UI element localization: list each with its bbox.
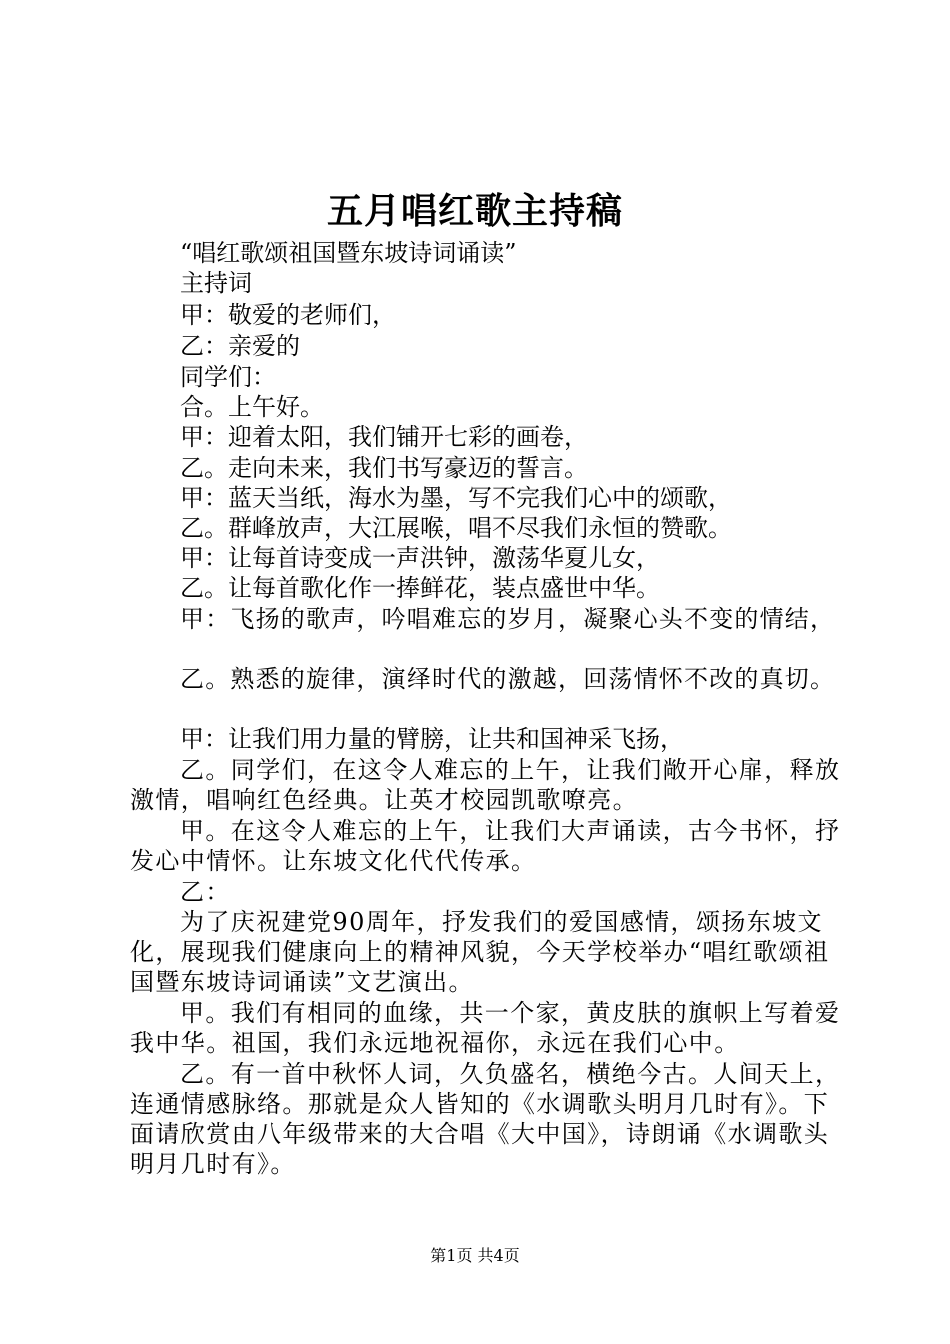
text-line: 乙。让每首歌化作一捧鲜花，装点盛世中华。 [180, 574, 660, 602]
text-line: 乙。熟悉的旋律，演绎时代的激越，回荡情怀不改的真切。 [180, 665, 836, 693]
text-line: 同学们： [180, 363, 276, 391]
paragraph: 乙。同学们，在这令人难忘的上午，让我们敞开心扉，释放激情，唱响红色经典。让英才校园凯歌嘹亮。 [130, 756, 841, 814]
paragraph: 甲。在这令人难忘的上午，让我们大声诵读，古今书怀，抒发心中情怀。让东坡文化代代传承。 [130, 817, 841, 875]
paragraph: 乙： [180, 878, 231, 906]
text-line: 甲：迎着太阳，我们铺开七彩的画卷， [180, 423, 588, 451]
text-line: 甲：让每首诗变成一声洪钟，激荡华夏儿女， [180, 544, 660, 572]
text-line: 甲：让我们用力量的臂膀，让共和国神采飞扬， [180, 725, 684, 753]
text-line: 乙。群峰放声，大江展喉，唱不尽我们永恒的赞歌。 [180, 514, 732, 542]
paragraph: 乙。有一首中秋怀人词，久负盛名，横绝今古。人间天上，连通情感脉络。那就是众人皆知的《水调歌头明月几时有》。下面请欣赏由八年级带来的大合唱《大中国》，诗朗诵《水调歌头明月几时有》。 [130, 1060, 841, 1178]
text-line: 乙。走向未来，我们书写豪迈的誓言。 [180, 454, 588, 482]
text-line: 甲：飞扬的歌声，吟唱难忘的岁月，凝聚心头不变的情结， [180, 605, 836, 633]
paragraph: 甲。我们有相同的血缘，共一个家，黄皮肤的旗帜上写着爱我中华。祖国，我们永远地祝福你，永远在我们心中。 [130, 999, 841, 1057]
paragraph: 为了庆祝建党90周年，抒发我们的爱国感情，颂扬东坡文化，展现我们健康向上的精神风貌，今天学校举办“唱红歌颂祖国暨东坡诗词诵读”文艺演出。 [130, 908, 830, 996]
document-title: 五月唱红歌主持稿 [326, 190, 623, 232]
subtitle-line: “唱红歌颂祖国暨东坡诗词诵读” [180, 239, 517, 267]
text-line: 甲：蓝天当纸，海水为墨，写不完我们心中的颂歌， [180, 484, 732, 512]
text-line: 甲：敬爱的老师们， [180, 301, 396, 329]
text-line: 合。上午好。 [180, 393, 324, 421]
page-footer: 第1页 共4页 [430, 1246, 520, 1265]
text-line: 主持词 [180, 269, 252, 297]
text-line: 乙：亲爱的 [180, 332, 300, 360]
